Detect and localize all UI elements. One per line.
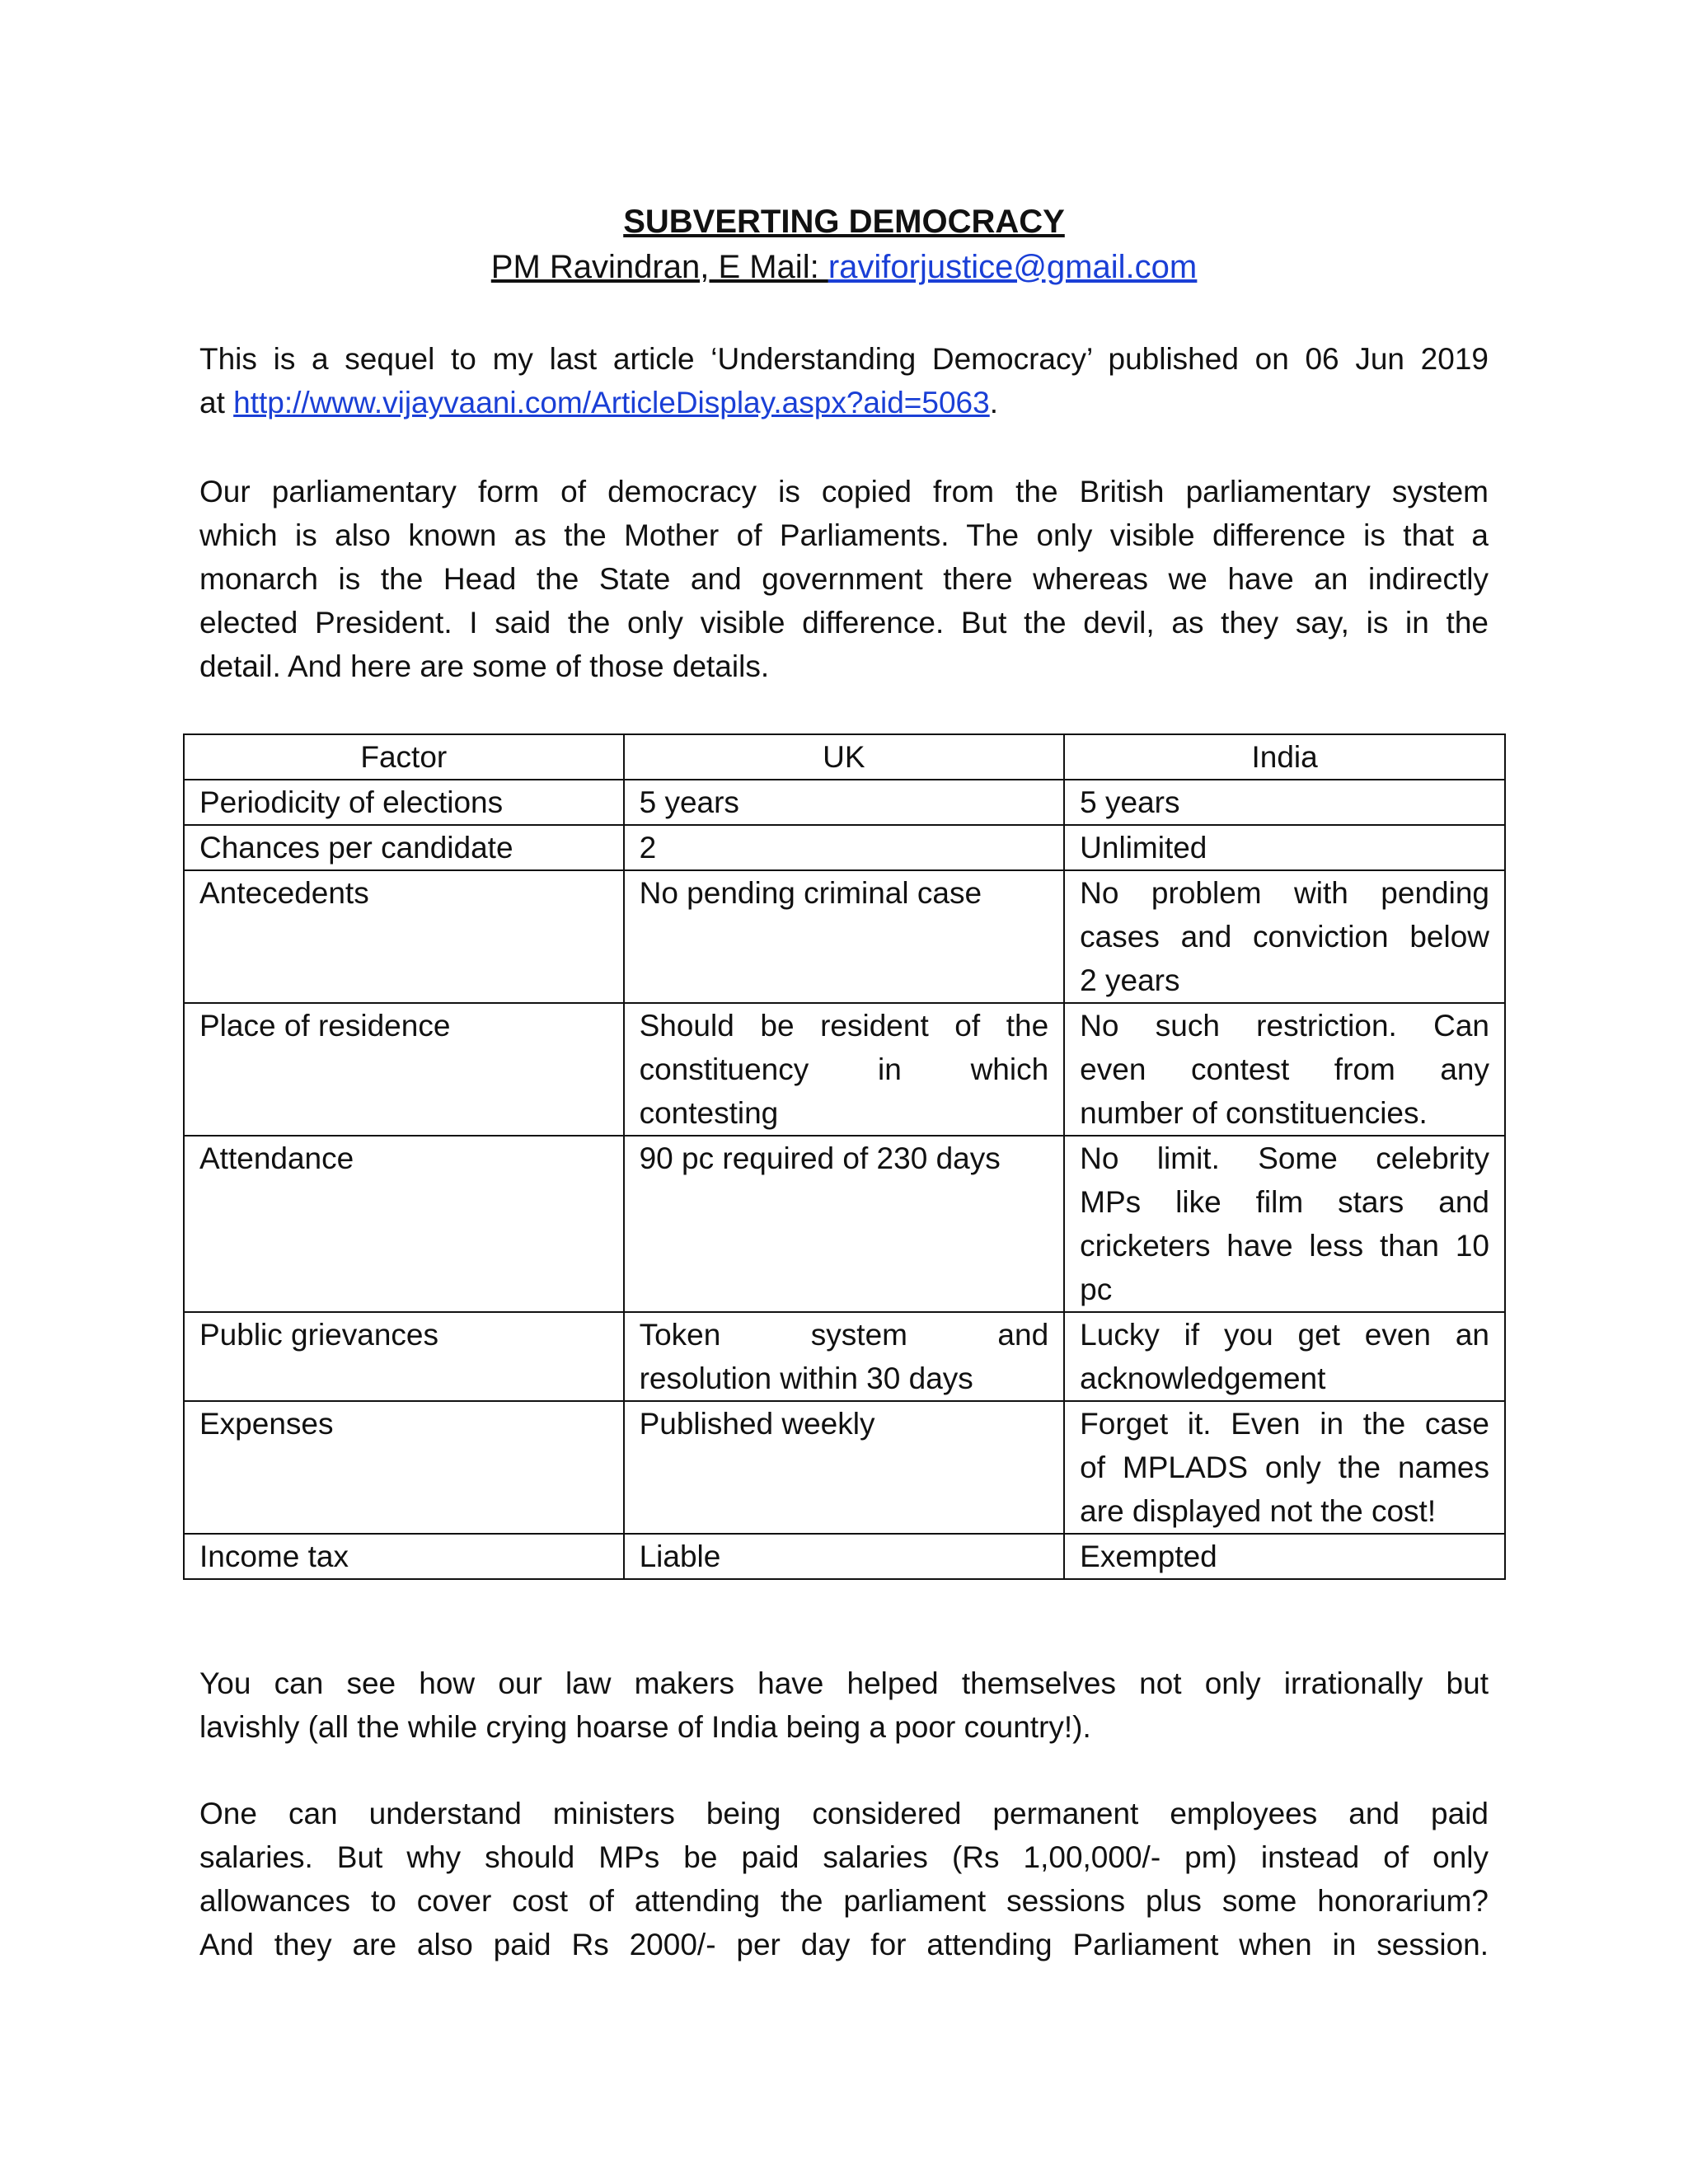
cell-line: 2 years xyxy=(1080,963,1180,997)
cell-line: MPs like film stars and xyxy=(1080,1185,1489,1219)
cell-line: contesting xyxy=(639,1096,779,1130)
uk-cell: 90 pc required of 230 days xyxy=(624,1136,1065,1312)
comparison-intro-paragraph xyxy=(199,470,1489,688)
factor-cell: Expenses xyxy=(184,1401,624,1534)
intro-line-1: This is a sequel to my last article ‘Understanding Democracy’ published on 06 Jun 2019 xyxy=(199,342,1489,376)
intro-prefix: at xyxy=(199,386,234,419)
uk-cell: No pending criminal case xyxy=(624,870,1065,1003)
cell-line: No limit. Some celebrity xyxy=(1080,1141,1489,1175)
india-cell: Exempted xyxy=(1064,1534,1505,1579)
cell-line: cricketers have less than 10 xyxy=(1080,1229,1489,1263)
table-row xyxy=(184,1136,1505,1312)
india-cell xyxy=(1064,1312,1505,1401)
cell-line: acknowledgement xyxy=(1080,1361,1326,1395)
table-row xyxy=(184,825,1505,870)
factor-cell: Antecedents xyxy=(184,870,624,1003)
factor-cell: Place of residence xyxy=(184,1003,624,1136)
factor-cell: Periodicity of elections xyxy=(184,780,624,825)
paragraph-line: detail. And here are some of those details. xyxy=(199,649,770,683)
header-factor: Factor xyxy=(184,734,624,780)
author-line xyxy=(0,245,1688,289)
paragraph-line: elected President. I said the only visible difference. But the devil, as they say, is in the xyxy=(199,606,1489,640)
paragraph-line: monarch is the Head the State and government there whereas we have an indirectly xyxy=(199,562,1489,596)
india-cell xyxy=(1064,870,1505,1003)
uk-cell: 5 years xyxy=(624,780,1065,825)
cell-line: No such restriction. Can xyxy=(1080,1009,1489,1043)
cell-line: pc xyxy=(1080,1272,1113,1306)
table-row xyxy=(184,1312,1505,1401)
cell-line: of MPLADS only the names xyxy=(1080,1451,1489,1484)
cell-line: Lucky if you get even an xyxy=(1080,1318,1489,1352)
author-name: PM Ravindran, E Mail: xyxy=(490,249,828,285)
table-header-row xyxy=(184,734,1505,780)
paragraph-line: salaries. But why should MPs be paid salaries (Rs 1,00,000/- pm) instead of only xyxy=(199,1840,1489,1874)
cell-line: No problem with pending xyxy=(1080,876,1489,910)
cell-line: constituency in which xyxy=(639,1052,1049,1086)
paragraph-line: which is also known as the Mother of Parliaments. The only visible difference is that a xyxy=(199,518,1489,552)
table-row xyxy=(184,1534,1505,1579)
factor-cell: Attendance xyxy=(184,1136,624,1312)
table-row xyxy=(184,1003,1505,1136)
intro-paragraph xyxy=(199,337,1489,424)
india-cell xyxy=(1064,1401,1505,1534)
header-india: India xyxy=(1064,734,1505,780)
paragraph-line: One can understand ministers being considered permanent employees and paid xyxy=(199,1797,1489,1830)
paragraph-line: You can see how our law makers have helped themselves not only irrationally but xyxy=(199,1666,1489,1700)
cell-line: Token system and xyxy=(639,1318,1049,1352)
india-cell: Unlimited xyxy=(1064,825,1505,870)
cell-line: even contest from any xyxy=(1080,1052,1489,1086)
paragraph-line: And they are also paid Rs 2000/- per day for attending Parliament when in session. xyxy=(199,1928,1489,1961)
table-row xyxy=(184,1401,1505,1534)
paragraph-line: allowances to cover cost of attending the parliament sessions plus some honorarium? xyxy=(199,1884,1489,1918)
uk-cell xyxy=(624,1003,1065,1136)
paragraph-line: Our parliamentary form of democracy is copied from the British parliamentary system xyxy=(199,475,1489,509)
cell-line: Forget it. Even in the case xyxy=(1080,1407,1489,1441)
cell-line: resolution within 30 days xyxy=(639,1361,973,1395)
uk-cell: 2 xyxy=(624,825,1065,870)
intro-suffix: . xyxy=(989,386,998,419)
article-title: SUBVERTING DEMOCRACY xyxy=(623,204,1065,240)
india-cell xyxy=(1064,1136,1505,1312)
factor-cell: Income tax xyxy=(184,1534,624,1579)
table-row xyxy=(184,780,1505,825)
cell-line: cases and conviction below xyxy=(1080,920,1489,954)
email-link[interactable]: raviforjustice@gmail.com xyxy=(828,249,1198,285)
uk-cell: Liable xyxy=(624,1534,1065,1579)
article-link[interactable]: http://www.vijayvaani.com/ArticleDisplay.aspx?aid=5063 xyxy=(233,386,990,419)
paragraph-line: lavishly (all the while crying hoarse of India being a poor country!). xyxy=(199,1710,1091,1744)
header-uk: UK xyxy=(624,734,1065,780)
cell-line: are displayed not the cost! xyxy=(1080,1494,1437,1528)
factor-cell: Public grievances xyxy=(184,1312,624,1401)
comparison-table xyxy=(183,733,1506,1580)
factor-cell: Chances per candidate xyxy=(184,825,624,870)
uk-cell xyxy=(624,1312,1065,1401)
uk-cell: Published weekly xyxy=(624,1401,1065,1534)
cell-line: number of constituencies. xyxy=(1080,1096,1428,1130)
table-row xyxy=(184,870,1505,1003)
salaries-paragraph xyxy=(199,1792,1489,1966)
law-makers-paragraph xyxy=(199,1661,1489,1749)
cell-line: Should be resident of the xyxy=(639,1009,1049,1043)
intro-line-2 xyxy=(199,381,1489,424)
india-cell: 5 years xyxy=(1064,780,1505,825)
india-cell xyxy=(1064,1003,1505,1136)
